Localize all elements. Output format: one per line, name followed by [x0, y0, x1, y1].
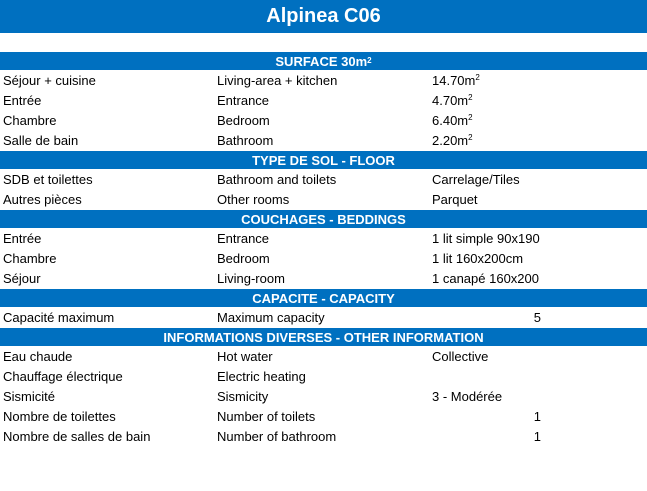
label-en: Entrance: [217, 231, 270, 246]
table-row: [0, 229, 647, 249]
page-title: Alpinea C06: [0, 0, 647, 33]
table-row: [0, 249, 647, 269]
value-sup: 2: [468, 93, 473, 102]
value: [432, 131, 473, 151]
value: [432, 111, 473, 131]
section-header-floor: TYPE DE SOL - FLOOR: [0, 151, 647, 170]
label-fr: Chambre: [3, 251, 57, 266]
label-en: Hot water: [217, 349, 273, 364]
label-fr: Chauffage électrique: [3, 369, 123, 384]
value: Collective: [432, 349, 489, 364]
value: Parquet: [432, 192, 478, 207]
surface-header-text: SURFACE 30m: [275, 53, 368, 69]
table-row: [0, 91, 647, 111]
table-row: [0, 427, 647, 447]
info-table: [0, 52, 647, 447]
value: 3 - Modérée: [432, 389, 503, 404]
value-sup: 2: [475, 73, 480, 82]
label-en: Maximum capacity: [217, 310, 325, 325]
table-row: [0, 111, 647, 131]
table-row: [0, 308, 647, 328]
label-fr: Capacité maximum: [3, 310, 115, 325]
label-en: Bathroom: [217, 133, 274, 148]
value: [432, 71, 480, 91]
label-fr: Séjour: [3, 271, 41, 286]
section-header-beddings: COUCHAGES - BEDDINGS: [0, 210, 647, 229]
label-en: Other rooms: [217, 192, 290, 207]
label-fr: Entrée: [3, 231, 42, 246]
table-row: [0, 71, 647, 91]
label-fr: Séjour + cuisine: [3, 73, 96, 88]
value-text: 6.40m: [432, 113, 469, 128]
value-sup: 2: [468, 133, 473, 142]
label-en: Living-area + kitchen: [217, 73, 338, 88]
label-fr: Salle de bain: [3, 133, 79, 148]
label-en: Sismicity: [217, 389, 269, 404]
value-text: 4.70m: [432, 93, 469, 108]
value: 1: [533, 409, 541, 424]
label-en: Electric heating: [217, 369, 306, 384]
label-en: Number of bathroom: [217, 429, 337, 444]
value: 5: [533, 310, 541, 325]
table-row: [0, 131, 647, 151]
label-en: Living-room: [217, 271, 285, 286]
label-fr: Autres pièces: [3, 192, 82, 207]
label-en: Bedroom: [217, 251, 270, 266]
value-sup: 2: [468, 113, 473, 122]
value: 1 canapé 160x200: [432, 271, 539, 286]
table-row: [0, 190, 647, 210]
value-text: 2.20m: [432, 133, 469, 148]
label-fr: Nombre de salles de bain: [3, 429, 151, 444]
value: 1 lit simple 90x190: [432, 231, 540, 246]
value: 1: [533, 429, 541, 444]
label-en: Bathroom and toilets: [217, 172, 337, 187]
label-en: Entrance: [217, 93, 270, 108]
table-row: [0, 387, 647, 407]
table-row: [0, 367, 647, 387]
label-en: Bedroom: [217, 113, 270, 128]
table-row: [0, 347, 647, 367]
value: 1 lit 160x200cm: [432, 251, 524, 266]
table-row: [0, 170, 647, 190]
label-fr: Nombre de toilettes: [3, 409, 116, 424]
value: [432, 91, 473, 111]
label-fr: Sismicité: [3, 389, 56, 404]
section-header-other: INFORMATIONS DIVERSES - OTHER INFORMATION: [0, 328, 647, 347]
label-en: Number of toilets: [217, 409, 316, 424]
table-row: [0, 407, 647, 427]
label-fr: Eau chaude: [3, 349, 73, 364]
section-header-surface: SURFACE 30m 2: [0, 52, 647, 71]
table-row: [0, 269, 647, 289]
value: Carrelage/Tiles: [432, 172, 520, 187]
label-fr: Chambre: [3, 113, 57, 128]
label-fr: SDB et toilettes: [3, 172, 93, 187]
value-text: 14.70m: [432, 73, 476, 88]
label-fr: Entrée: [3, 93, 42, 108]
section-header-capacity: CAPACITE - CAPACITY: [0, 289, 647, 308]
